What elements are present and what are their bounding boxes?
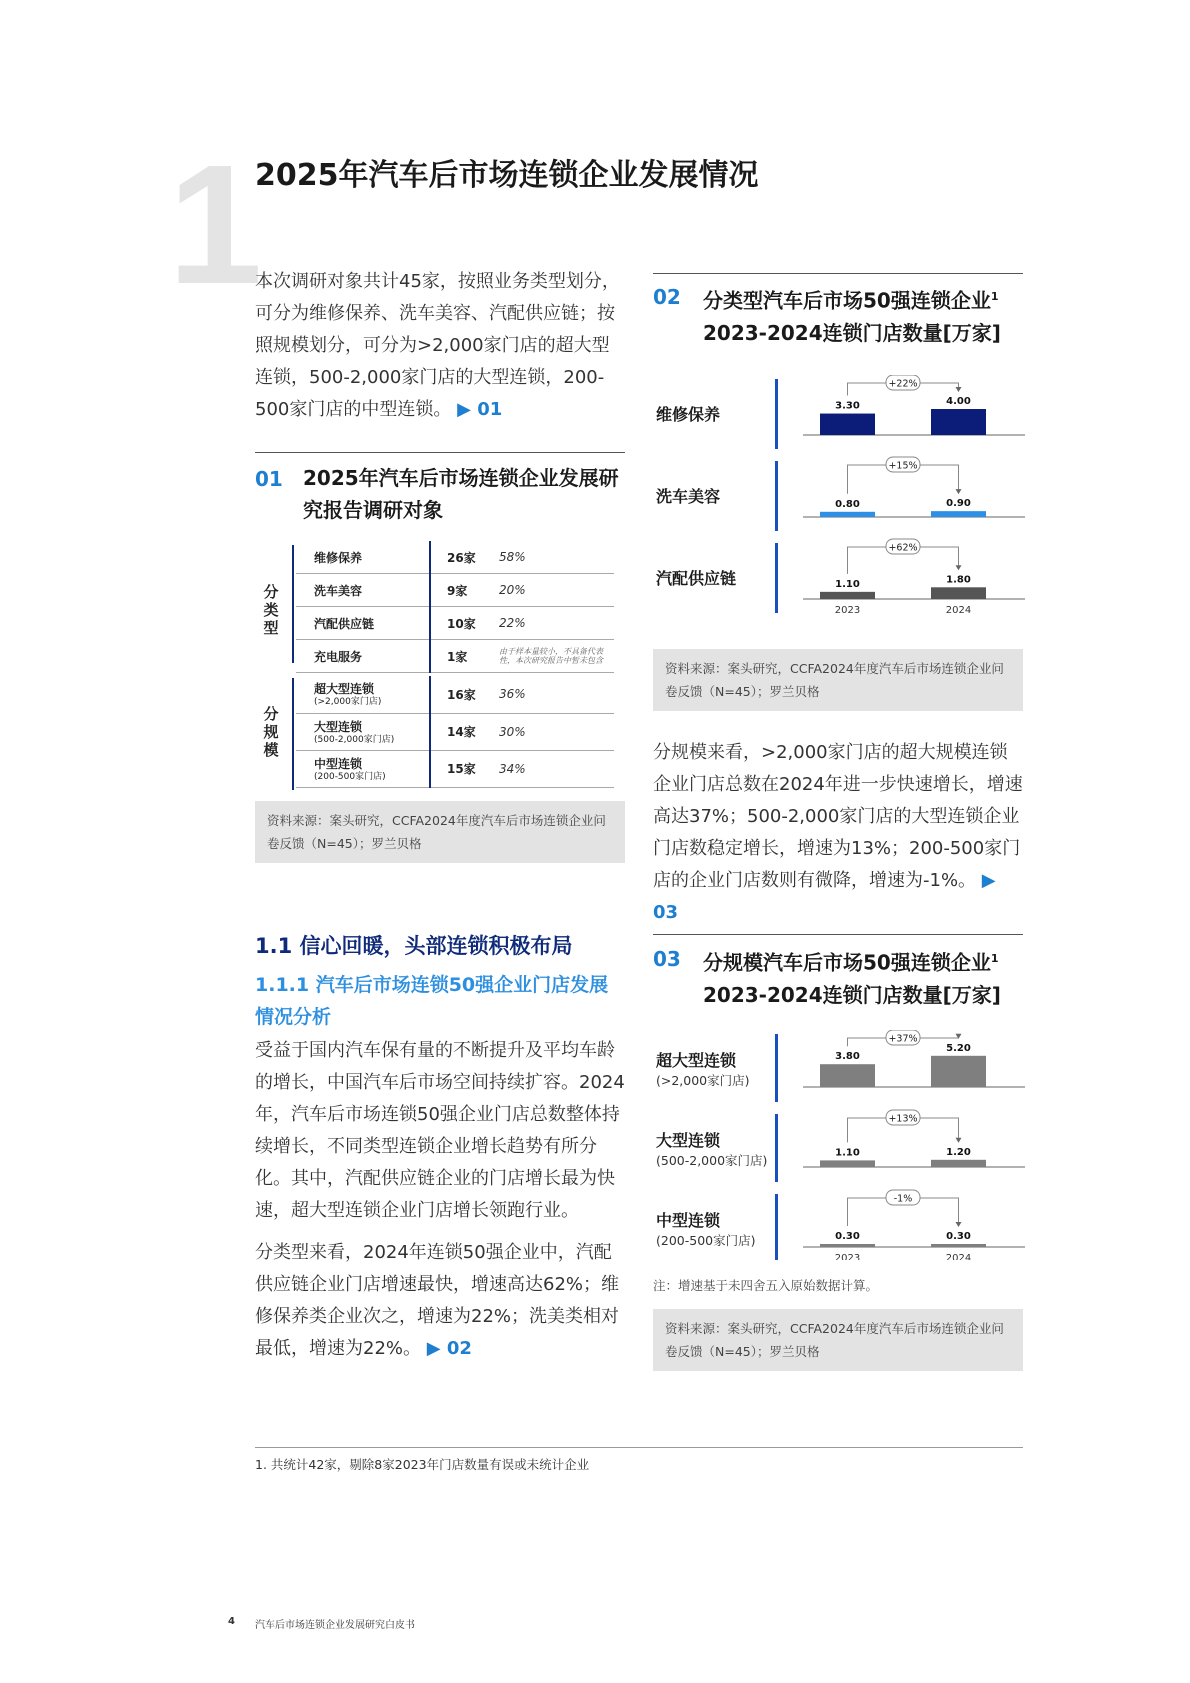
fig3-title-sup: 1 — [990, 952, 999, 965]
figure-ref-02[interactable]: ▶ 02 — [426, 1338, 472, 1359]
row-accent-bar — [775, 1034, 778, 1102]
row-count: 14家 — [430, 713, 499, 750]
footnote: 1. 共统计42家，剔除8家2023年门店数量有误或未统计企业 — [255, 1457, 590, 1472]
fig1-table-scale — [296, 676, 614, 788]
growth-label: +62% — [888, 542, 918, 554]
page-title: 2025年汽车后市场连锁企业发展情况 — [255, 158, 759, 193]
fig2-title-sup: 1 — [990, 290, 999, 303]
section-heading: 1.1 信心回暖，头部连锁积极布局 — [255, 934, 573, 958]
paragraph-1: 受益于国内汽车保有量的不断提升及平均车龄的增长，中国汽车后市场空间持续扩容。2024年，汽车后市场连锁50强企业门店总数整体持续增长，不同类型连锁企业增长趋势有所分化。其中，汽配供应链企业的门店增长最为快速，超大型连锁企业门店增长领跑行业。 — [255, 1040, 625, 1221]
growth-arrow — [956, 565, 962, 570]
row-percent: 22% — [499, 607, 614, 640]
chart-row-label: 维修保养 — [656, 405, 721, 424]
row-label-text: 汽配供应链 — [314, 616, 375, 631]
group-bar-type — [292, 545, 294, 663]
fig1-title: 2025年汽车后市场连锁企业发展研究报告调研对象 — [303, 466, 619, 522]
bar — [931, 1244, 986, 1247]
fig2-number: 02 — [653, 285, 681, 309]
row-label-text: 超大型连锁 — [314, 682, 375, 697]
fig1-table-type — [296, 541, 614, 673]
row-count: 1家 — [430, 640, 499, 673]
x-tick-label: 2024 — [945, 1253, 972, 1260]
row-label-sub: (500-2,000家门店) — [314, 734, 395, 745]
fig2-title-line2: 2023-2024连锁门店数量[万家] — [703, 320, 1001, 345]
intro-text: 本次调研对象共计45家，按照业务类型划分，可分为维修保养、洗车美容、汽配供应链；按照规模划分，可分为>2,000家门店的超大型连锁，500-2,000家门店的大型连锁，200-500家门店的中型连锁。 — [255, 271, 620, 420]
row-accent-bar — [775, 1114, 778, 1182]
growth-arrow — [956, 489, 962, 494]
footer-page-number: 4 — [228, 1616, 235, 1627]
paragraph-2 — [255, 1237, 625, 1365]
chart-row-label: 超大型连锁 — [656, 1051, 737, 1070]
row-label — [296, 676, 430, 713]
bar — [931, 511, 986, 517]
row-label-text: 中型连锁 — [314, 756, 363, 771]
row-note: 由于样本量较小，不具备代表性，本次研究报告中暂未包含 — [499, 647, 603, 665]
fig3-title — [703, 943, 1023, 1011]
row-label-sub: (>2,000家门店) — [314, 697, 382, 708]
table-row — [296, 574, 614, 607]
table-row — [296, 676, 614, 713]
fig3-note: 注：增速基于未四舍五入原始数据计算。 — [653, 1278, 879, 1293]
bar — [820, 414, 875, 435]
growth-arrow — [956, 1138, 962, 1143]
table-row — [296, 607, 614, 640]
table-row — [296, 640, 614, 673]
fig3-chart — [653, 1030, 1025, 1260]
row-count: 26家 — [430, 541, 499, 574]
bar-value-label: 1.10 — [835, 578, 860, 590]
chart-row-sublabel: (500-2,000家门店) — [656, 1153, 768, 1168]
bar-value-label: 5.20 — [946, 1042, 971, 1054]
paragraph-2-text: 分类型来看，2024年连锁50强企业中，汽配供应链企业门店增速最快，增速高达62%；维修保养类企业次之，增速为22%；洗美类相对最低，增速为22%。 — [255, 1242, 620, 1359]
bar — [931, 409, 986, 435]
fig3-source: 资料来源：案头研究，CCFA2024年度汽车后市场连锁企业问卷反馈（N=45）；罗兰贝格 — [653, 1309, 1023, 1371]
row-percent: 58% — [499, 541, 614, 574]
row-label — [296, 607, 430, 640]
row-accent-bar — [775, 461, 778, 531]
figure-ref-03[interactable]: ▶ 03 — [653, 870, 996, 923]
row-percent: 30% — [499, 713, 614, 750]
bar — [820, 592, 875, 599]
bar — [820, 1160, 875, 1167]
fig3-title-line1: 分规模汽车后市场50强连锁企业 — [703, 950, 991, 975]
intro-paragraph — [255, 266, 625, 426]
row-percent: 34% — [499, 750, 614, 787]
bar-value-label: 0.30 — [946, 1231, 971, 1242]
x-tick-label: 2024 — [945, 605, 972, 616]
row-percent — [499, 640, 614, 673]
chart-row-label: 大型连锁 — [656, 1131, 721, 1150]
subsection-heading: 1.1.1 汽车后市场连锁50强企业门店发展情况分析 — [255, 974, 609, 1028]
bar-value-label: 4.00 — [946, 396, 971, 407]
bar-value-label: 1.80 — [946, 574, 971, 586]
paragraph-3-text: 分规模来看，>2,000家门店的超大规模连锁企业门店总数在2024年进一步快速增长，增速高达37%；500-2,000家门店的大型连锁企业门店数稳定增长，增速为13%；200-500家门店的企业门店数则有微降，增速为-1%。 — [653, 742, 1023, 891]
paragraph-3 — [653, 737, 1025, 929]
growth-label: +37% — [888, 1033, 918, 1045]
growth-label: +22% — [888, 378, 918, 390]
row-label-text: 维修保养 — [314, 550, 363, 565]
bar-value-label: 3.80 — [835, 1051, 860, 1063]
fig2-title — [703, 281, 1023, 349]
x-tick-label: 2023 — [834, 1253, 861, 1260]
table-row — [296, 750, 614, 787]
bar-value-label: 3.30 — [835, 400, 860, 412]
fig1-number: 01 — [255, 467, 283, 491]
footer-title: 汽车后市场连锁企业发展研究白皮书 — [255, 1620, 415, 1631]
row-label-text: 大型连锁 — [314, 719, 363, 734]
fig1-source: 资料来源：案头研究，CCFA2024年度汽车后市场连锁企业问卷反馈（N=45）；罗兰贝格 — [255, 801, 625, 863]
x-tick-label: 2023 — [834, 605, 861, 616]
row-label-text: 充电服务 — [314, 649, 363, 664]
row-label — [296, 640, 430, 673]
fig2-title-line1: 分类型汽车后市场50强连锁企业 — [703, 288, 991, 313]
bar-value-label: 0.80 — [835, 498, 860, 510]
row-accent-bar — [775, 543, 778, 613]
table-row — [296, 713, 614, 750]
row-label — [296, 750, 430, 787]
growth-arrow — [956, 387, 962, 392]
growth-label: +15% — [888, 460, 918, 472]
bar-value-label: 1.10 — [835, 1147, 860, 1159]
figure-ref-01[interactable]: ▶ 01 — [457, 399, 503, 420]
bar — [931, 1160, 986, 1167]
row-label-sub: (200-500家门店) — [314, 771, 386, 782]
bar — [931, 587, 986, 599]
row-count: 10家 — [430, 607, 499, 640]
row-label — [296, 574, 430, 607]
group-label-scale: 分规模 — [263, 705, 279, 759]
fig3-number: 03 — [653, 947, 681, 971]
bar-value-label: 0.90 — [946, 498, 971, 510]
bar — [931, 1056, 986, 1087]
group-bar-scale — [292, 678, 294, 790]
row-accent-bar — [775, 379, 778, 449]
row-label-text: 洗车美容 — [314, 583, 363, 598]
table-row — [296, 541, 614, 574]
chart-row-label: 汽配供应链 — [656, 569, 737, 588]
bar-value-label: 0.30 — [835, 1231, 860, 1242]
chart-row-sublabel: (>2,000家门店) — [656, 1073, 750, 1088]
chapter-number: 1 — [168, 130, 263, 320]
fig3-divider — [653, 934, 1023, 935]
growth-arrow — [956, 1222, 962, 1227]
bar — [820, 512, 875, 517]
row-count: 15家 — [430, 750, 499, 787]
fig3-title-line2: 2023-2024连锁门店数量[万家] — [703, 982, 1001, 1007]
bar-value-label: 1.20 — [946, 1146, 971, 1158]
chart-row-label: 洗车美容 — [656, 487, 721, 506]
row-percent: 20% — [499, 574, 614, 607]
fig2-source: 资料来源：案头研究，CCFA2024年度汽车后市场连锁企业问卷反馈（N=45）；罗兰贝格 — [653, 649, 1023, 711]
fig2-chart — [653, 375, 1025, 620]
footnote-divider — [255, 1447, 1023, 1448]
row-count: 9家 — [430, 574, 499, 607]
group-label-type: 分类型 — [263, 583, 279, 637]
row-count: 16家 — [430, 676, 499, 713]
row-percent: 36% — [499, 676, 614, 713]
row-label — [296, 541, 430, 574]
bar — [820, 1244, 875, 1247]
bar — [820, 1064, 875, 1087]
growth-label: -1% — [893, 1193, 913, 1205]
growth-label: +13% — [888, 1113, 918, 1125]
chart-row-sublabel: (200-500家门店) — [656, 1233, 756, 1248]
chart-row-label: 中型连锁 — [656, 1211, 721, 1230]
fig1-divider — [255, 452, 625, 453]
fig2-divider — [653, 273, 1023, 274]
row-accent-bar — [775, 1194, 778, 1260]
row-label — [296, 713, 430, 750]
